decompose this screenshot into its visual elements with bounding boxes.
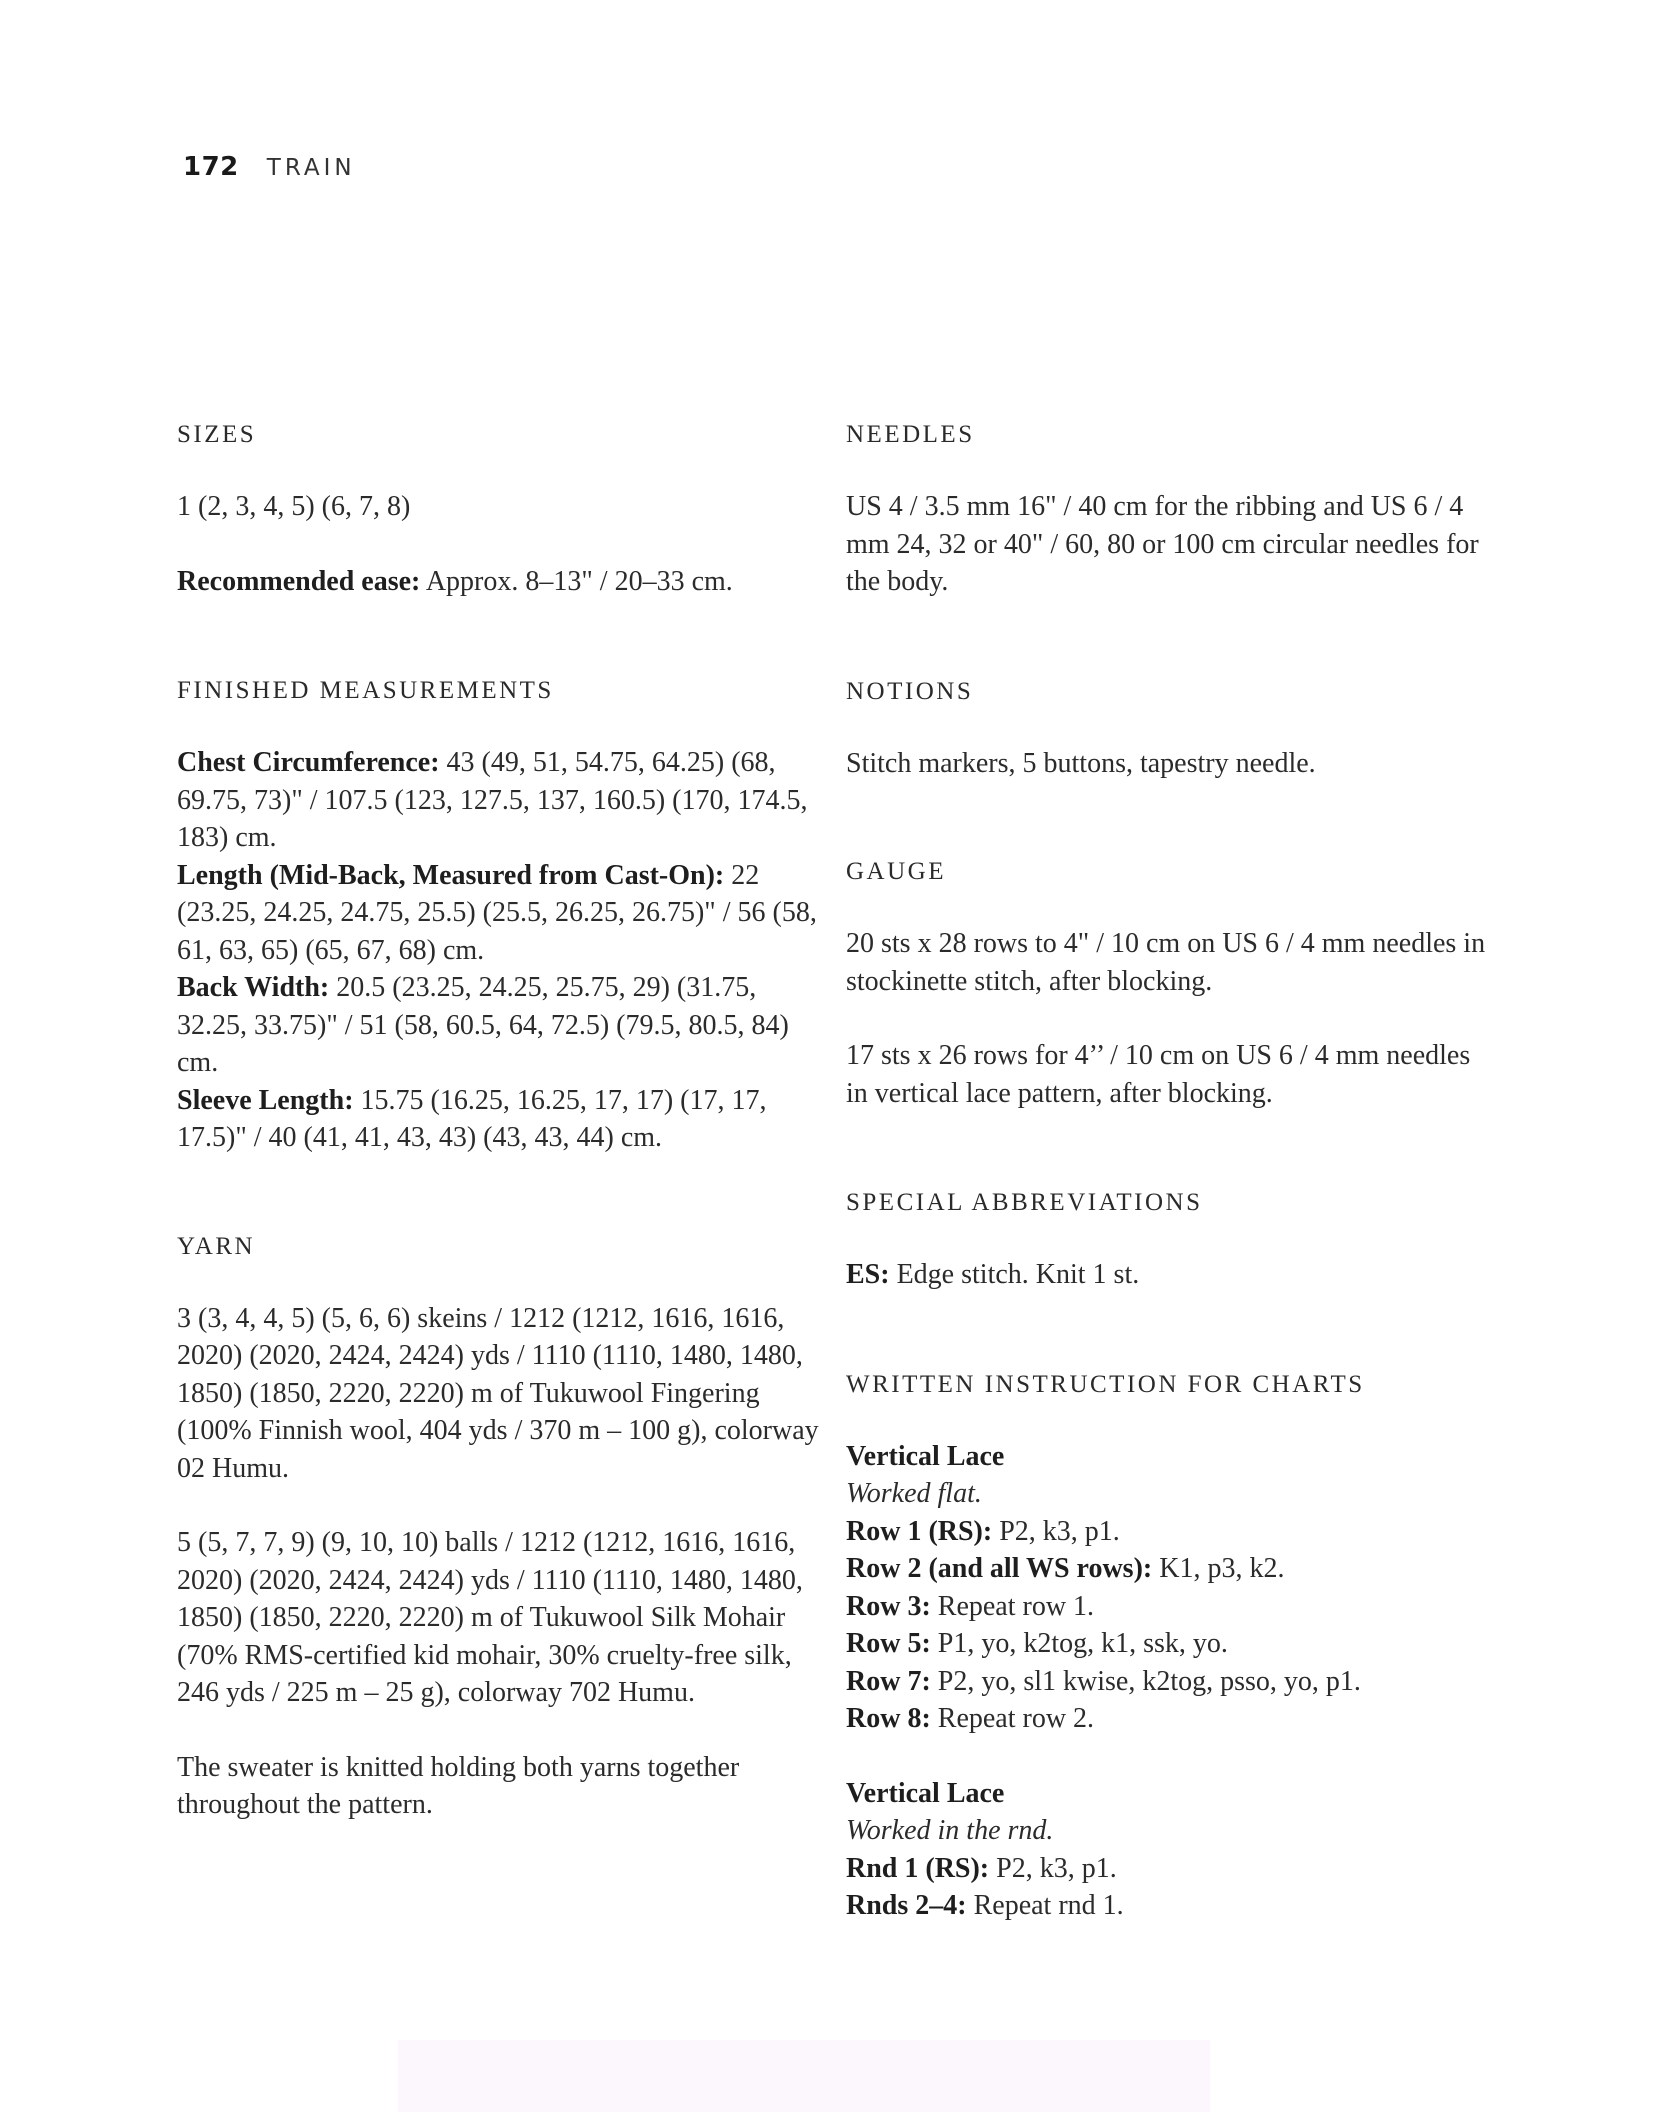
row-label: Rnds 2–4: bbox=[846, 1890, 967, 1921]
section-title: TRAIN bbox=[266, 155, 356, 181]
row-label: Row 7: bbox=[846, 1665, 931, 1697]
chart-row bbox=[846, 1588, 1496, 1626]
finished-measurements-heading: FINISHED MEASUREMENTS bbox=[177, 677, 554, 704]
left-column bbox=[177, 420, 827, 1824]
gauge-section bbox=[846, 857, 1496, 1112]
sizes-heading: SIZES bbox=[177, 421, 257, 448]
chart-row bbox=[846, 1625, 1496, 1663]
ease-line bbox=[177, 563, 827, 601]
row-label: Row 3: bbox=[846, 1590, 931, 1622]
row-label: Row 5: bbox=[846, 1628, 931, 1659]
notions-section bbox=[846, 677, 1496, 783]
abbreviations-section bbox=[846, 1188, 1496, 1294]
chart-row bbox=[846, 1550, 1496, 1588]
yarn-paragraph-1: 3 (3, 4, 4, 5) (5, 6, 6) skeins / 1212 (1212, 1616, 1616, 2020) (2020, 2424, 2424) yds / 1110 (1110, 1480, 1480, 1850) (1850, 2220, 2220) m of Tukuwool Fingering (100% Finnish wool, 404 yds / 370 m – 100 g), colorway 02 Humu. bbox=[177, 1302, 819, 1484]
sizes-section bbox=[177, 420, 827, 600]
row-value: K1, p3, k2. bbox=[1152, 1553, 1285, 1584]
abbreviations-heading: SPECIAL ABBREVIATIONS bbox=[846, 1189, 1203, 1216]
row-value: P2, k3, p1. bbox=[992, 1515, 1120, 1547]
chart-row bbox=[846, 1700, 1496, 1738]
row-label: Rnd 1 (RS): bbox=[846, 1852, 990, 1884]
round-lace-subtitle bbox=[846, 1812, 1496, 1850]
page-number: 172 bbox=[183, 152, 239, 182]
measurement-sleeve-length bbox=[177, 1082, 827, 1157]
sizes-line: 1 (2, 3, 4, 5) (6, 7, 8) bbox=[177, 491, 411, 522]
ease-value: Approx. 8–13" / 20–33 cm. bbox=[420, 565, 733, 597]
flat-lace-title-text: Vertical Lace bbox=[846, 1440, 1005, 1472]
yarn-paragraph-3: The sweater is knitted holding both yarns together throughout the pattern. bbox=[177, 1751, 740, 1820]
notions-text: Stitch markers, 5 buttons, tapestry needle. bbox=[846, 747, 1316, 779]
row-label: Row 1 (RS): bbox=[846, 1515, 993, 1547]
needles-text: US 4 / 3.5 mm 16" / 40 cm for the ribbing and US 6 / 4 mm 24, 32 or 40" / 60, 80 or 100 cm circular needles for the body. bbox=[846, 491, 1479, 597]
finished-measurements-section bbox=[177, 676, 827, 1157]
charts-heading: WRITTEN INSTRUCTION FOR CHARTS bbox=[846, 1370, 1365, 1398]
row-value: Repeat row 1. bbox=[930, 1590, 1095, 1622]
yarn-section bbox=[177, 1232, 827, 1824]
flat-lace-subtitle bbox=[846, 1475, 1496, 1513]
measurement-value: 20.5 (23.25, 24.25, 25.75, 29) (31.75, 32.25, 33.75)" / 51 (58, 60.5, 64, 72.5) (79.5, 80.5, 84) cm. bbox=[177, 972, 789, 1078]
flat-lace-subtitle-text: Worked flat. bbox=[846, 1478, 982, 1509]
measurement-value: 22 (23.25, 24.25, 24.75, 25.5) (25.5, 26.25, 26.75)" / 56 (58, 61, 63, 65) (65, 67, 68) cm. bbox=[177, 859, 817, 966]
row-value: Repeat rnd 1. bbox=[966, 1890, 1124, 1921]
chart-row bbox=[846, 1850, 1496, 1888]
measurement-back-width bbox=[177, 969, 827, 1082]
row-value: Repeat row 2. bbox=[930, 1703, 1095, 1734]
round-lace-subtitle-text: Worked in the rnd. bbox=[846, 1815, 1054, 1846]
chart-row bbox=[846, 1887, 1496, 1925]
chart-row bbox=[846, 1663, 1496, 1701]
right-column bbox=[846, 420, 1496, 1925]
bottom-bar bbox=[398, 2040, 1210, 2112]
charts-section bbox=[846, 1370, 1496, 1925]
row-label: Row 8: bbox=[846, 1703, 931, 1734]
measurement-label: Sleeve Length: bbox=[177, 1084, 354, 1116]
needles-heading: NEEDLES bbox=[846, 421, 975, 448]
measurement-label: Back Width: bbox=[177, 972, 330, 1003]
notions-heading: NOTIONS bbox=[846, 677, 974, 705]
measurement-length bbox=[177, 857, 827, 970]
measurement-chest bbox=[177, 744, 827, 857]
chart-row bbox=[846, 1513, 1496, 1551]
needles-section bbox=[846, 420, 1496, 601]
measurement-label: Length (Mid-Back, Measured from Cast-On): bbox=[177, 859, 725, 891]
yarn-paragraph-2: 5 (5, 7, 7, 9) (9, 10, 10) balls / 1212 (1212, 1616, 1616, 2020) (2020, 2424, 2424) yds / 1110 (1110, 1480, 1480, 1850) (1850, 2220, 2220) m of Tukuwool Silk Mohair (70% RMS-certified kid mohair, 30% cruelty-free silk, 246 yds / 225 m – 25 g), colorway 702 Humu. bbox=[177, 1527, 803, 1708]
measurement-value: 15.75 (16.25, 16.25, 17, 17) (17, 17, 17.5)" / 40 (41, 41, 43, 43) (43, 43, 44) cm. bbox=[177, 1084, 767, 1153]
row-value: P1, yo, k2tog, k1, ssk, yo. bbox=[930, 1628, 1228, 1659]
ease-label: Recommended ease: bbox=[177, 565, 421, 597]
row-value: P2, yo, sl1 kwise, k2tog, psso, yo, p1. bbox=[930, 1665, 1361, 1697]
round-lace-title bbox=[846, 1775, 1496, 1813]
abbreviation-value: Edge stitch. Knit 1 st. bbox=[889, 1259, 1140, 1290]
row-value: P2, k3, p1. bbox=[989, 1852, 1117, 1884]
page-header bbox=[183, 152, 356, 182]
yarn-heading: YARN bbox=[177, 1232, 256, 1260]
gauge-paragraph-2: 17 sts x 26 rows for 4’’ / 10 cm on US 6 / 4 mm needles in vertical lace pattern, after blocking. bbox=[846, 1040, 1471, 1109]
measurement-label: Chest Circumference: bbox=[177, 747, 440, 778]
row-label: Row 2 (and all WS rows): bbox=[846, 1553, 1153, 1584]
flat-lace-title bbox=[846, 1438, 1496, 1476]
gauge-heading: GAUGE bbox=[846, 858, 946, 885]
abbreviation-label: ES: bbox=[846, 1259, 890, 1290]
round-lace-title-text: Vertical Lace bbox=[846, 1777, 1005, 1809]
abbreviation-es bbox=[846, 1256, 1496, 1294]
measurement-value: 43 (49, 51, 54.75, 64.25) (68, 69.75, 73)" / 107.5 (123, 127.5, 137, 160.5) (170, 174.5, 183) cm. bbox=[177, 747, 808, 853]
gauge-paragraph-1: 20 sts x 28 rows to 4" / 10 cm on US 6 / 4 mm needles in stockinette stitch, after blocking. bbox=[846, 928, 1486, 997]
